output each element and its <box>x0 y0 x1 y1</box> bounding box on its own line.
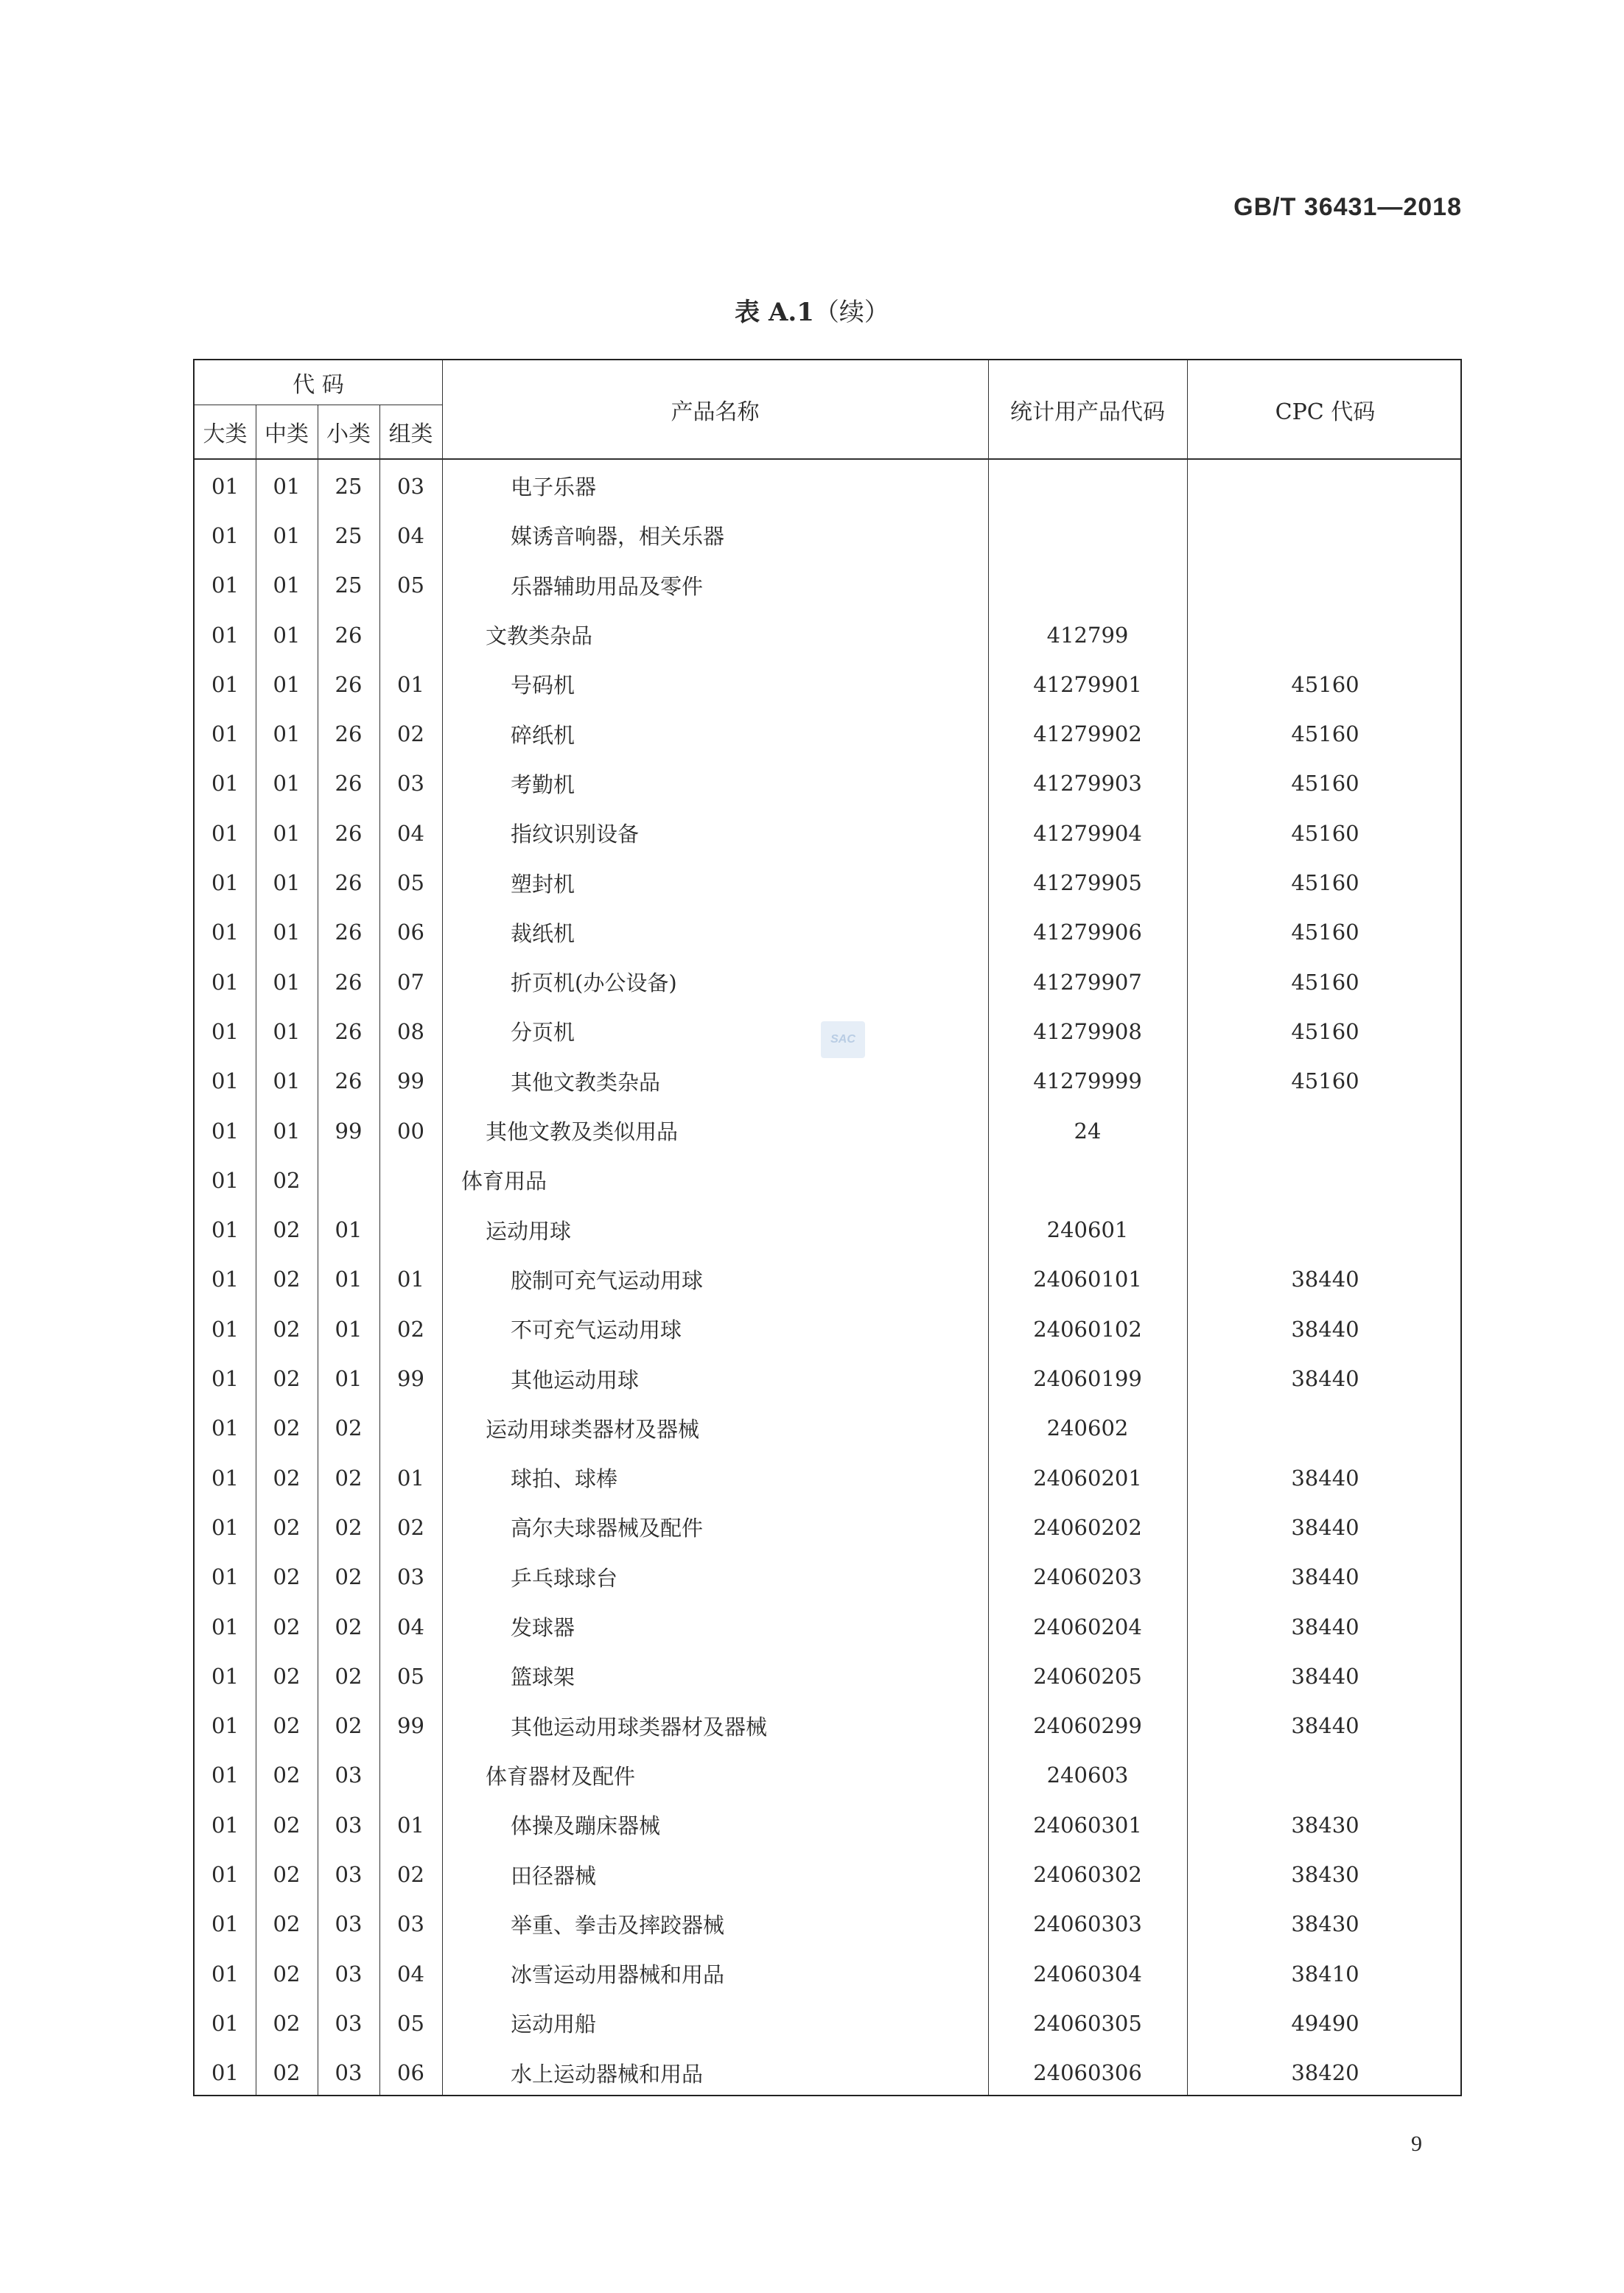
minor-code-cell: 02 <box>335 1663 363 1689</box>
cpc-code-cell: 38440 <box>1291 1614 1359 1639</box>
group-code-cell: 05 <box>397 870 424 896</box>
middle-code-cell: 01 <box>273 771 301 797</box>
cpc-code-cell <box>1187 511 1463 560</box>
minor-code-cell: 25 <box>335 522 363 548</box>
cpc-code-cell: 38440 <box>1291 1316 1359 1342</box>
group-code-cell: 03 <box>397 771 424 797</box>
stat-code-cell: 41279905 <box>1033 870 1142 896</box>
product-name-cell: 举重、拳击及摔跤器械 <box>511 1912 725 1938</box>
cpc-code-cell: 38440 <box>1291 1267 1359 1292</box>
group-code-cell: 01 <box>397 1812 424 1838</box>
product-name-cell: 指纹识别设备 <box>511 822 640 847</box>
table-row <box>195 858 1460 907</box>
table-row <box>195 461 1460 511</box>
group-code-cell: 02 <box>397 1316 424 1342</box>
major-code-cell: 01 <box>211 721 239 747</box>
product-name-cell: 其他文教及类似用品 <box>486 1119 679 1145</box>
minor-code-cell: 03 <box>335 1812 363 1838</box>
stat-code-cell: 41279908 <box>1033 1018 1142 1044</box>
cpc-code-cell: 38410 <box>1291 1961 1359 1986</box>
minor-code-cell: 02 <box>335 1415 363 1441</box>
major-code-cell: 01 <box>211 820 239 846</box>
stat-code-cell <box>988 1155 1187 1205</box>
group-code-cell: 01 <box>397 671 424 697</box>
cpc-code-cell <box>1187 1155 1463 1205</box>
product-name-cell: 运动用船 <box>511 2012 597 2037</box>
major-code-cell: 01 <box>211 1267 239 1292</box>
group-code-cell <box>379 1155 442 1205</box>
minor-code-cell: 02 <box>335 1564 363 1590</box>
group-code-cell: 99 <box>397 1366 424 1392</box>
cpc-code-cell: 38440 <box>1291 1564 1359 1590</box>
group-code-cell: 01 <box>397 1267 424 1292</box>
minor-code-cell: 01 <box>335 1267 363 1292</box>
group-code-cell: 00 <box>397 1118 424 1144</box>
group-code-cell: 01 <box>397 1465 424 1491</box>
table-row <box>195 1205 1460 1255</box>
product-name-cell: 篮球架 <box>511 1664 575 1690</box>
group-code-cell: 08 <box>397 1018 424 1044</box>
minor-code-cell: 26 <box>335 771 363 797</box>
major-code-cell: 01 <box>211 1514 239 1540</box>
product-name-cell: 其他文教类杂品 <box>511 1069 661 1095</box>
table-row <box>195 1502 1460 1552</box>
product-name-cell: 分页机 <box>511 1020 575 1046</box>
middle-code-cell: 01 <box>273 920 301 945</box>
product-name-cell: 运动用球 <box>486 1218 572 1244</box>
header-group: 组类 <box>388 421 433 447</box>
stat-code-cell: 24060299 <box>1033 1713 1142 1739</box>
header-middle: 中类 <box>265 421 309 447</box>
minor-code-cell: 26 <box>335 721 363 747</box>
table-row <box>195 1255 1460 1304</box>
stat-code-cell: 24060306 <box>1033 2060 1142 2086</box>
table-row <box>195 1949 1460 1998</box>
cpc-code-cell: 38430 <box>1291 1862 1359 1888</box>
minor-code-cell: 03 <box>335 1911 363 1937</box>
cpc-code-cell: 45160 <box>1291 671 1359 697</box>
product-name-cell: 胶制可充气运动用球 <box>511 1267 704 1293</box>
standard-code: GB/T 36431—2018 <box>1233 193 1462 221</box>
product-code-table <box>193 359 1462 2096</box>
major-code-cell: 01 <box>211 1762 239 1788</box>
table-row <box>195 1404 1460 1453</box>
minor-code-cell: 26 <box>335 1018 363 1044</box>
group-code-cell <box>379 1404 442 1453</box>
major-code-cell: 01 <box>211 1018 239 1044</box>
table-row <box>195 1602 1460 1651</box>
cpc-code-cell <box>1187 1205 1463 1255</box>
minor-code-cell: 26 <box>335 969 363 995</box>
group-code-cell: 05 <box>397 1663 424 1689</box>
middle-code-cell: 01 <box>273 1068 301 1094</box>
major-code-cell: 01 <box>211 1366 239 1392</box>
middle-code-cell: 01 <box>273 671 301 697</box>
header-major: 大类 <box>203 421 248 447</box>
product-name-cell: 折页机(办公设备) <box>511 970 677 996</box>
group-code-cell: 02 <box>397 721 424 747</box>
minor-code-cell: 03 <box>335 2010 363 2036</box>
group-code-cell: 02 <box>397 1514 424 1540</box>
minor-code-cell: 26 <box>335 820 363 846</box>
product-name-cell: 电子乐器 <box>511 475 597 500</box>
group-code-cell: 99 <box>397 1068 424 1094</box>
stat-code-cell: 240602 <box>1046 1415 1129 1441</box>
stat-code-cell: 24060205 <box>1033 1663 1142 1689</box>
group-code-cell: 05 <box>397 2010 424 2036</box>
group-code-cell: 04 <box>397 522 424 548</box>
header-minor: 小类 <box>326 421 371 447</box>
header-product-name: 产品名称 <box>671 399 760 425</box>
product-name-cell: 乐器辅助用品及零件 <box>511 573 704 599</box>
table-row <box>195 957 1460 1007</box>
middle-code-cell: 01 <box>273 969 301 995</box>
stat-code-cell: 24060102 <box>1033 1316 1142 1342</box>
minor-code-cell: 01 <box>335 1316 363 1342</box>
cpc-code-cell <box>1187 561 1463 610</box>
stat-code-cell: 24060305 <box>1033 2010 1142 2036</box>
product-name-cell: 田径器械 <box>511 1863 597 1888</box>
table-row <box>195 710 1460 759</box>
minor-code-cell: 02 <box>335 1614 363 1639</box>
cpc-code-cell <box>1187 1751 1463 1800</box>
cpc-code-cell <box>1187 461 1463 511</box>
minor-code-cell: 26 <box>335 920 363 945</box>
product-name-cell: 乒乓球球台 <box>511 1565 618 1591</box>
table-title-suffix: （续） <box>813 298 889 327</box>
group-code-cell <box>379 1751 442 1800</box>
major-code-cell: 01 <box>211 1217 239 1243</box>
group-code-cell: 05 <box>397 573 424 598</box>
group-code-cell: 03 <box>397 1911 424 1937</box>
table-row <box>195 1453 1460 1502</box>
middle-code-cell: 02 <box>273 1465 301 1491</box>
stat-code-cell: 24060199 <box>1033 1366 1142 1392</box>
cpc-code-cell <box>1187 1404 1463 1453</box>
product-name-cell: 其他运动用球类器材及器械 <box>511 1714 768 1740</box>
table-title <box>0 292 1624 328</box>
major-code-cell: 01 <box>211 1961 239 1986</box>
stat-code-cell: 240601 <box>1046 1217 1129 1243</box>
product-name-cell: 发球器 <box>511 1615 575 1641</box>
major-code-cell: 01 <box>211 573 239 598</box>
stat-code-cell: 24060202 <box>1033 1514 1142 1540</box>
cpc-code-cell: 38440 <box>1291 1366 1359 1392</box>
middle-code-cell: 02 <box>273 2060 301 2086</box>
stat-code-cell: 41279901 <box>1033 671 1142 697</box>
table-row <box>195 1701 1460 1751</box>
middle-code-cell: 02 <box>273 1267 301 1292</box>
group-code-cell: 03 <box>397 1564 424 1590</box>
table-row <box>195 1106 1460 1155</box>
table-row <box>195 610 1460 659</box>
middle-code-cell: 02 <box>273 1911 301 1937</box>
middle-code-cell: 02 <box>273 1862 301 1888</box>
cpc-code-cell <box>1187 610 1463 659</box>
stat-code-cell: 41279907 <box>1033 969 1142 995</box>
table-row <box>195 659 1460 709</box>
product-name-cell: 体育用品 <box>461 1169 547 1194</box>
table-row <box>195 1057 1460 1106</box>
cpc-code-cell: 38420 <box>1291 2060 1359 2086</box>
stat-code-cell: 41279906 <box>1033 920 1142 945</box>
major-code-cell: 01 <box>211 2060 239 2086</box>
product-name-cell: 不可充气运动用球 <box>511 1317 682 1343</box>
middle-code-cell: 01 <box>273 573 301 598</box>
table-row <box>195 1800 1460 1849</box>
major-code-cell: 01 <box>211 771 239 797</box>
table-row <box>195 1651 1460 1701</box>
group-code-cell: 06 <box>397 920 424 945</box>
stat-code-cell <box>988 511 1187 560</box>
middle-code-cell: 02 <box>273 1614 301 1639</box>
table-row <box>195 808 1460 858</box>
middle-code-cell: 01 <box>273 820 301 846</box>
table-row <box>195 1900 1460 1949</box>
table-row <box>195 511 1460 560</box>
group-code-cell: 02 <box>397 1862 424 1888</box>
major-code-cell: 01 <box>211 1812 239 1838</box>
stat-code-cell <box>988 561 1187 610</box>
cpc-code-cell: 45160 <box>1291 920 1359 945</box>
middle-code-cell: 02 <box>273 1713 301 1739</box>
middle-code-cell: 02 <box>273 1167 301 1193</box>
cpc-code-cell: 45160 <box>1291 1068 1359 1094</box>
cpc-code-cell <box>1187 1106 1463 1155</box>
header-bottom-border <box>195 458 1460 460</box>
minor-code-cell: 03 <box>335 1762 363 1788</box>
product-name-cell: 高尔夫球器械及配件 <box>511 1516 704 1541</box>
table-row <box>195 1998 1460 2048</box>
stat-code-cell: 24060303 <box>1033 1911 1142 1937</box>
minor-code-cell: 26 <box>335 622 363 648</box>
middle-code-cell: 02 <box>273 1514 301 1540</box>
table-row <box>195 1849 1460 1899</box>
minor-code-cell: 03 <box>335 1961 363 1986</box>
major-code-cell: 01 <box>211 870 239 896</box>
minor-code-cell: 25 <box>335 573 363 598</box>
header-stat-code: 统计用产品代码 <box>1010 399 1165 425</box>
major-code-cell: 01 <box>211 1068 239 1094</box>
cpc-code-cell: 38440 <box>1291 1663 1359 1689</box>
middle-code-cell: 01 <box>273 622 301 648</box>
stat-code-cell: 24060204 <box>1033 1614 1142 1639</box>
table-row <box>195 1304 1460 1354</box>
stat-code-cell: 240603 <box>1046 1762 1129 1788</box>
minor-code-cell: 02 <box>335 1514 363 1540</box>
product-name-cell: 运动用球类器材及器械 <box>486 1416 700 1442</box>
product-name-cell: 媒诱音响器，相关乐器 <box>511 524 725 550</box>
stat-code-cell <box>988 461 1187 511</box>
sac-watermark: SAC <box>821 1021 865 1058</box>
middle-code-cell: 02 <box>273 1366 301 1392</box>
major-code-cell: 01 <box>211 1465 239 1491</box>
product-name-cell: 碎纸机 <box>511 722 575 748</box>
minor-code-cell: 25 <box>335 473 363 499</box>
group-code-cell: 04 <box>397 820 424 846</box>
middle-code-cell: 02 <box>273 1217 301 1243</box>
major-code-cell: 01 <box>211 1167 239 1193</box>
minor-code-cell: 03 <box>335 1862 363 1888</box>
middle-code-cell: 01 <box>273 721 301 747</box>
stat-code-cell: 24060304 <box>1033 1961 1142 1986</box>
product-name-cell: 水上运动器械和用品 <box>511 2061 704 2087</box>
table-title-number: 表 A.1 <box>735 298 814 327</box>
product-name-cell: 体育器材及配件 <box>486 1763 636 1789</box>
major-code-cell: 01 <box>211 1911 239 1937</box>
product-name-cell: 体操及蹦床器械 <box>511 1813 661 1839</box>
stat-code-cell: 24060203 <box>1033 1564 1142 1590</box>
major-code-cell: 01 <box>211 1713 239 1739</box>
stat-code-cell: 41279904 <box>1033 820 1142 846</box>
cpc-code-cell: 38440 <box>1291 1514 1359 1540</box>
middle-code-cell: 01 <box>273 1018 301 1044</box>
cpc-code-cell: 38430 <box>1291 1812 1359 1838</box>
table-row <box>195 561 1460 610</box>
minor-code-cell: 26 <box>335 870 363 896</box>
cpc-code-cell: 38440 <box>1291 1713 1359 1739</box>
middle-code-cell: 02 <box>273 1415 301 1441</box>
group-code-cell: 99 <box>397 1713 424 1739</box>
stat-code-cell: 24 <box>1074 1118 1102 1144</box>
major-code-cell: 01 <box>211 1415 239 1441</box>
middle-code-cell: 02 <box>273 1316 301 1342</box>
stat-code-cell: 41279903 <box>1033 771 1142 797</box>
major-code-cell: 01 <box>211 2010 239 2036</box>
stat-code-cell: 412799 <box>1046 622 1129 648</box>
minor-code-cell: 03 <box>335 2060 363 2086</box>
middle-code-cell: 01 <box>273 1118 301 1144</box>
cpc-code-cell: 45160 <box>1291 870 1359 896</box>
product-name-cell: 考勤机 <box>511 771 575 797</box>
group-code-cell: 07 <box>397 969 424 995</box>
cpc-code-cell: 49490 <box>1291 2010 1359 2036</box>
page-number: 9 <box>1411 2132 1422 2156</box>
minor-code-cell: 01 <box>335 1366 363 1392</box>
middle-code-cell: 01 <box>273 870 301 896</box>
product-name-cell: 号码机 <box>511 673 575 699</box>
table-row <box>195 1155 1460 1205</box>
group-code-cell: 04 <box>397 1614 424 1639</box>
product-name-cell: 冰雪运动用器械和用品 <box>511 1962 725 1988</box>
major-code-cell: 01 <box>211 969 239 995</box>
major-code-cell: 01 <box>211 522 239 548</box>
product-name-cell: 塑封机 <box>511 871 575 897</box>
middle-code-cell: 02 <box>273 1663 301 1689</box>
cpc-code-cell: 45160 <box>1291 721 1359 747</box>
stat-code-cell: 41279902 <box>1033 721 1142 747</box>
stat-code-cell: 24060301 <box>1033 1812 1142 1838</box>
table-row <box>195 2048 1460 2098</box>
cpc-code-cell: 45160 <box>1291 969 1359 995</box>
table-row <box>195 908 1460 957</box>
cpc-code-cell: 45160 <box>1291 1018 1359 1044</box>
cpc-code-cell: 45160 <box>1291 771 1359 797</box>
middle-code-cell: 02 <box>273 1762 301 1788</box>
product-name-cell: 文教类杂品 <box>486 623 593 649</box>
major-code-cell: 01 <box>211 920 239 945</box>
group-code-cell: 04 <box>397 1961 424 1986</box>
middle-code-cell: 02 <box>273 1961 301 1986</box>
middle-code-cell: 02 <box>273 1564 301 1590</box>
table-row <box>195 759 1460 808</box>
minor-code-cell: 02 <box>335 1465 363 1491</box>
stat-code-cell: 24060101 <box>1033 1267 1142 1292</box>
table-row <box>195 1751 1460 1800</box>
minor-code-cell: 26 <box>335 1068 363 1094</box>
cpc-code-cell: 38430 <box>1291 1911 1359 1937</box>
major-code-cell: 01 <box>211 671 239 697</box>
stat-code-cell: 24060302 <box>1033 1862 1142 1888</box>
minor-code-cell: 99 <box>335 1118 363 1144</box>
minor-code-cell: 26 <box>335 671 363 697</box>
cpc-code-cell: 45160 <box>1291 820 1359 846</box>
major-code-cell: 01 <box>211 622 239 648</box>
major-code-cell: 01 <box>211 1614 239 1639</box>
middle-code-cell: 01 <box>273 522 301 548</box>
major-code-cell: 01 <box>211 1564 239 1590</box>
stat-code-cell: 41279999 <box>1033 1068 1142 1094</box>
major-code-cell: 01 <box>211 473 239 499</box>
product-name-cell: 球拍、球棒 <box>511 1466 618 1492</box>
group-code-cell: 06 <box>397 2060 424 2086</box>
product-name-cell: 其他运动用球 <box>511 1367 640 1393</box>
middle-code-cell: 02 <box>273 2010 301 2036</box>
header-cpc-code: CPC 代码 <box>1275 399 1376 425</box>
cpc-code-cell: 38440 <box>1291 1465 1359 1491</box>
middle-code-cell: 01 <box>273 473 301 499</box>
major-code-cell: 01 <box>211 1316 239 1342</box>
group-code-cell: 03 <box>397 473 424 499</box>
major-code-cell: 01 <box>211 1118 239 1144</box>
middle-code-cell: 02 <box>273 1812 301 1838</box>
group-code-cell <box>379 610 442 659</box>
minor-code-cell: 02 <box>335 1713 363 1739</box>
product-name-cell: 裁纸机 <box>511 920 575 946</box>
header-code-group: 代 码 <box>293 372 344 398</box>
minor-code-cell: 01 <box>335 1217 363 1243</box>
table-row <box>195 1552 1460 1602</box>
table-row <box>195 1354 1460 1403</box>
group-code-cell <box>379 1205 442 1255</box>
major-code-cell: 01 <box>211 1663 239 1689</box>
minor-code-cell <box>318 1155 379 1205</box>
major-code-cell: 01 <box>211 1862 239 1888</box>
stat-code-cell: 24060201 <box>1033 1465 1142 1491</box>
